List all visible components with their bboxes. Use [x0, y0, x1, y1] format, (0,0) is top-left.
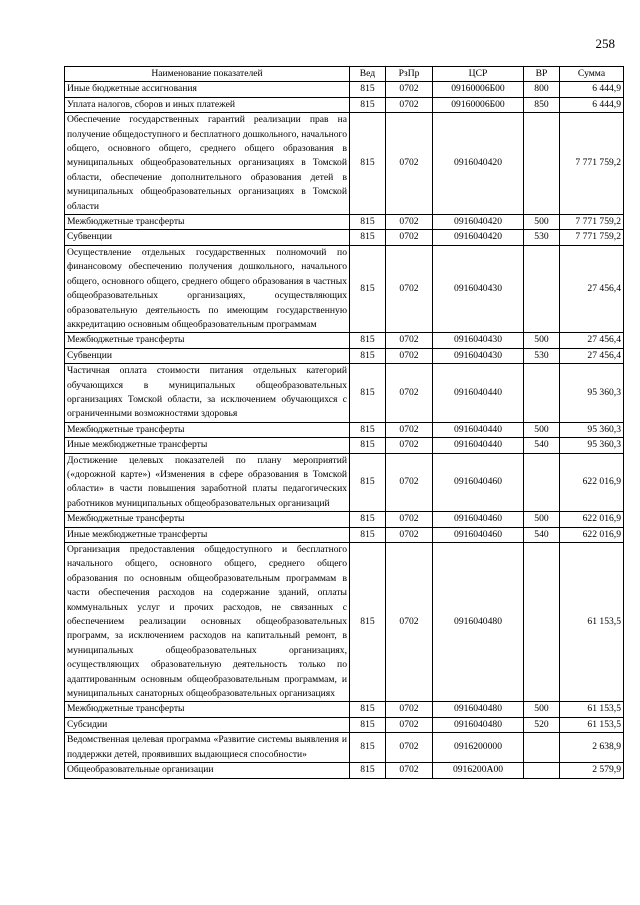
- row-csr-cell: 0916040420: [433, 215, 524, 230]
- header-csr: ЦСР: [433, 67, 524, 82]
- row-csr-cell: 0916040440: [433, 422, 524, 437]
- row-rzpr-cell: 0702: [386, 763, 433, 778]
- row-rzpr-cell: 0702: [386, 422, 433, 437]
- row-csr-cell: 0916040440: [433, 438, 524, 453]
- row-vr-cell: 500: [524, 333, 560, 348]
- row-csr-cell: 09160006Б00: [433, 97, 524, 112]
- row-sum-cell: 95 360,3: [560, 364, 624, 423]
- row-rzpr-cell: 0702: [386, 453, 433, 512]
- row-vr-cell: 530: [524, 230, 560, 245]
- row-name-cell: Субвенции: [65, 230, 350, 245]
- row-name-cell: Иные межбюджетные трансферты: [65, 438, 350, 453]
- row-rzpr-cell: 0702: [386, 348, 433, 363]
- row-vr-cell: 500: [524, 215, 560, 230]
- table-row: [65, 333, 624, 348]
- row-name-cell: Межбюджетные трансферты: [65, 422, 350, 437]
- row-sum-cell: 7 771 759,2: [560, 230, 624, 245]
- row-csr-cell: 0916200000: [433, 733, 524, 763]
- row-csr-cell: 0916040480: [433, 702, 524, 717]
- row-name-cell: Ведомственная целевая программа «Развитие системы выявления и поддержки детей, проявивших выдающиеся способности»: [65, 733, 350, 763]
- row-rzpr-cell: 0702: [386, 364, 433, 423]
- table-row: [65, 364, 624, 423]
- table-row: [65, 763, 624, 778]
- page-number: 258: [595, 36, 615, 51]
- row-sum-cell: 61 153,5: [560, 543, 624, 702]
- row-sum-cell: 95 360,3: [560, 422, 624, 437]
- row-rzpr-cell: 0702: [386, 230, 433, 245]
- row-ved-cell: 815: [350, 733, 386, 763]
- row-ved-cell: 815: [350, 348, 386, 363]
- table-row: [65, 543, 624, 702]
- row-vr-cell: 800: [524, 82, 560, 97]
- row-ved-cell: 815: [350, 453, 386, 512]
- row-csr-cell: 0916040430: [433, 333, 524, 348]
- row-ved-cell: 815: [350, 113, 386, 215]
- row-rzpr-cell: 0702: [386, 438, 433, 453]
- row-rzpr-cell: 0702: [386, 333, 433, 348]
- header-vr: ВР: [524, 67, 560, 82]
- row-ved-cell: 815: [350, 215, 386, 230]
- row-sum-cell: 61 153,5: [560, 702, 624, 717]
- row-name-cell: Субсидии: [65, 717, 350, 732]
- row-csr-cell: 0916040460: [433, 453, 524, 512]
- row-csr-cell: 0916040460: [433, 512, 524, 527]
- row-csr-cell: 0916040480: [433, 717, 524, 732]
- header-name: Наименование показателей: [65, 67, 350, 82]
- row-name-cell: Организация предоставления общедоступного и бесплатного начального общего, основного общего, среднего общего образования по основным общеобразовательным программам в части обеспечения расходов на содержание зданий, оплаты коммунальных услуг и прочих расходов, не связанных с обеспечением реализации основных общеобразовательных программ, за исключением расходов на капитальный ремонт, в муниципальных общеобразовательных организациях, осуществляющих образовательную деятельность только по адаптированным основным общеобразовательным программам, и муниципальных санаторных общеобразовательных организациях: [65, 543, 350, 702]
- row-ved-cell: 815: [350, 763, 386, 778]
- row-ved-cell: 815: [350, 230, 386, 245]
- row-vr-cell: 520: [524, 717, 560, 732]
- table-row: [65, 717, 624, 732]
- row-vr-cell: 540: [524, 438, 560, 453]
- row-ved-cell: 815: [350, 82, 386, 97]
- row-sum-cell: 6 444,9: [560, 82, 624, 97]
- row-sum-cell: 7 771 759,2: [560, 113, 624, 215]
- row-sum-cell: 622 016,9: [560, 453, 624, 512]
- header-sum: Сумма: [560, 67, 624, 82]
- table-row: [65, 453, 624, 512]
- row-sum-cell: 61 153,5: [560, 717, 624, 732]
- table-row: [65, 438, 624, 453]
- row-rzpr-cell: 0702: [386, 82, 433, 97]
- row-vr-cell: [524, 113, 560, 215]
- row-vr-cell: 500: [524, 512, 560, 527]
- row-ved-cell: 815: [350, 422, 386, 437]
- row-vr-cell: 540: [524, 527, 560, 542]
- table-body: [65, 82, 624, 778]
- row-vr-cell: 850: [524, 97, 560, 112]
- table-row: [65, 245, 624, 332]
- row-ved-cell: 815: [350, 702, 386, 717]
- table-row: [65, 97, 624, 112]
- row-rzpr-cell: 0702: [386, 717, 433, 732]
- row-csr-cell: 0916040420: [433, 113, 524, 215]
- table-row: [65, 82, 624, 97]
- table-row: [65, 113, 624, 215]
- row-ved-cell: 815: [350, 527, 386, 542]
- budget-table: [64, 66, 624, 779]
- row-sum-cell: 6 444,9: [560, 97, 624, 112]
- row-csr-cell: 0916040460: [433, 527, 524, 542]
- row-ved-cell: 815: [350, 543, 386, 702]
- header-rzpr: РзПр: [386, 67, 433, 82]
- row-vr-cell: 500: [524, 422, 560, 437]
- row-name-cell: Иные межбюджетные трансферты: [65, 527, 350, 542]
- row-sum-cell: 2 579,9: [560, 763, 624, 778]
- row-ved-cell: 815: [350, 245, 386, 332]
- table-row: [65, 702, 624, 717]
- row-rzpr-cell: 0702: [386, 527, 433, 542]
- row-csr-cell: 0916040430: [433, 348, 524, 363]
- row-csr-cell: 0916040480: [433, 543, 524, 702]
- row-vr-cell: [524, 763, 560, 778]
- row-name-cell: Межбюджетные трансферты: [65, 333, 350, 348]
- row-vr-cell: 500: [524, 702, 560, 717]
- row-rzpr-cell: 0702: [386, 733, 433, 763]
- table-row: [65, 348, 624, 363]
- row-ved-cell: 815: [350, 333, 386, 348]
- row-ved-cell: 815: [350, 438, 386, 453]
- row-vr-cell: [524, 543, 560, 702]
- row-ved-cell: 815: [350, 512, 386, 527]
- row-sum-cell: 95 360,3: [560, 438, 624, 453]
- table-row: [65, 512, 624, 527]
- row-ved-cell: 815: [350, 717, 386, 732]
- row-vr-cell: [524, 245, 560, 332]
- row-csr-cell: 09160006Б00: [433, 82, 524, 97]
- row-name-cell: Частичная оплата стоимости питания отдельных категорий обучающихся в муниципальных общеобразовательных организациях Томской области, за исключением обучающихся с ограниченными возможностями здоровья: [65, 364, 350, 423]
- row-name-cell: Уплата налогов, сборов и иных платежей: [65, 97, 350, 112]
- row-vr-cell: 530: [524, 348, 560, 363]
- header-ved: Вед: [350, 67, 386, 82]
- row-name-cell: Межбюджетные трансферты: [65, 512, 350, 527]
- table-header-row: [65, 67, 624, 82]
- row-csr-cell: 0916040430: [433, 245, 524, 332]
- row-rzpr-cell: 0702: [386, 215, 433, 230]
- row-sum-cell: 2 638,9: [560, 733, 624, 763]
- table-row: [65, 733, 624, 763]
- row-name-cell: Межбюджетные трансферты: [65, 215, 350, 230]
- row-rzpr-cell: 0702: [386, 512, 433, 527]
- row-name-cell: Иные бюджетные ассигнования: [65, 82, 350, 97]
- table-row: [65, 527, 624, 542]
- table-row: [65, 230, 624, 245]
- row-name-cell: Осуществление отдельных государственных полномочий по финансовому обеспечению получения дошкольного, начального общего, основного общего, среднего общего образования в частных общеобразовательных организациях, осуществляющих образовательную деятельность по имеющим государственную аккредитацию основным общеобразовательным программам: [65, 245, 350, 332]
- row-vr-cell: [524, 453, 560, 512]
- row-rzpr-cell: 0702: [386, 245, 433, 332]
- table-row: [65, 422, 624, 437]
- table-row: [65, 215, 624, 230]
- row-ved-cell: 815: [350, 364, 386, 423]
- row-ved-cell: 815: [350, 97, 386, 112]
- row-name-cell: Общеобразовательные организации: [65, 763, 350, 778]
- row-vr-cell: [524, 364, 560, 423]
- row-name-cell: Достижение целевых показателей по плану мероприятий («дорожной карте») «Изменения в сфере образования в Томской области» в части повышения заработной платы педагогических работников муниципальных общеобразовательных организаций: [65, 453, 350, 512]
- row-csr-cell: 0916040440: [433, 364, 524, 423]
- row-name-cell: Субвенции: [65, 348, 350, 363]
- row-sum-cell: 27 456,4: [560, 333, 624, 348]
- row-rzpr-cell: 0702: [386, 97, 433, 112]
- row-rzpr-cell: 0702: [386, 543, 433, 702]
- row-name-cell: Межбюджетные трансферты: [65, 702, 350, 717]
- row-sum-cell: 622 016,9: [560, 527, 624, 542]
- row-sum-cell: 622 016,9: [560, 512, 624, 527]
- row-rzpr-cell: 0702: [386, 113, 433, 215]
- row-vr-cell: [524, 733, 560, 763]
- row-sum-cell: 7 771 759,2: [560, 215, 624, 230]
- row-sum-cell: 27 456,4: [560, 245, 624, 332]
- row-csr-cell: 0916200А00: [433, 763, 524, 778]
- row-sum-cell: 27 456,4: [560, 348, 624, 363]
- row-rzpr-cell: 0702: [386, 702, 433, 717]
- row-csr-cell: 0916040420: [433, 230, 524, 245]
- row-name-cell: Обеспечение государственных гарантий реализации прав на получение общедоступного и бесплатного дошкольного, начального общего, основного общего, среднего общего образования в муниципальных общеобразовательных организациях в Томской области, обеспечение дополнительного образования детей в муниципальных общеобразовательных организациях в Томской области: [65, 113, 350, 215]
